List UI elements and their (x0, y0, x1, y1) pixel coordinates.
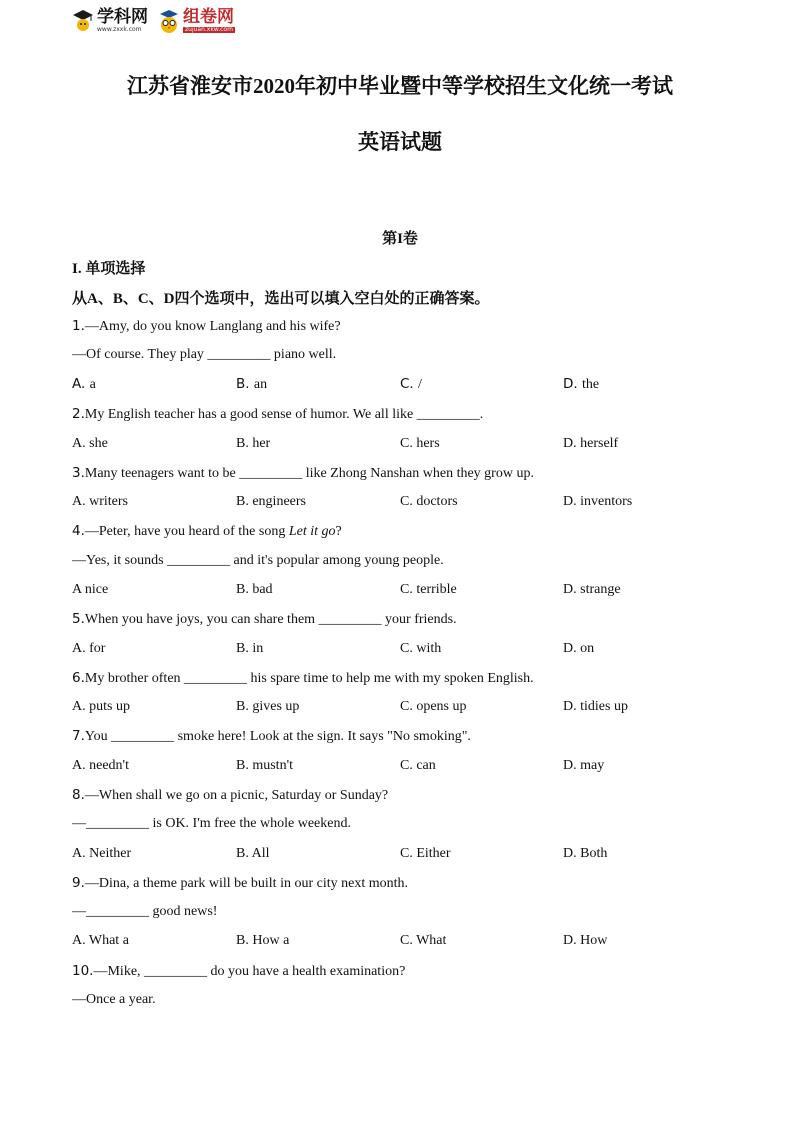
option-text: her (252, 436, 271, 451)
option-text: with (416, 641, 442, 656)
option-c (400, 436, 440, 452)
option-letter: D. (563, 699, 577, 714)
question-6 (72, 670, 534, 687)
logo2-name: 组卷网 (183, 7, 234, 27)
option-d (563, 758, 604, 774)
question-mark: ? (335, 524, 342, 539)
option-letter: B. (236, 758, 249, 773)
option-c (400, 641, 441, 657)
option-letter: A (72, 582, 82, 597)
option-b (236, 933, 289, 949)
option-letter: D. (563, 758, 577, 773)
question-text: —Dina, a theme park will be built in our city next month. (84, 876, 408, 891)
option-d (563, 436, 618, 452)
option-a (72, 582, 108, 598)
question-number: 1. (72, 318, 85, 334)
option-text: terrible (416, 582, 457, 597)
question-1 (72, 318, 341, 335)
question-2 (72, 406, 483, 423)
option-b (236, 699, 299, 715)
option-c (400, 758, 436, 774)
option-text: writers (89, 494, 129, 509)
option-text: opens up (416, 699, 467, 714)
option-letter: B. (236, 494, 249, 509)
option-d (563, 376, 599, 393)
option-b (236, 758, 293, 774)
question-1-response: —Of course. They play _________ piano well. (72, 347, 337, 362)
question-number: 5. (72, 611, 85, 627)
question-number: 3. (72, 465, 85, 481)
xuekewang-logo (72, 8, 148, 34)
option-letter: A. (72, 699, 86, 714)
song-title: Let it go (288, 524, 336, 539)
option-text: How (580, 933, 608, 948)
question-text: —Amy, do you know Langlang and his wife? (84, 319, 341, 334)
option-text: in (252, 641, 264, 656)
option-letter: D. (563, 436, 577, 451)
option-text: an (253, 377, 268, 392)
logo2-url: zujuan.xkw.com (185, 26, 233, 33)
option-letter: C. (400, 758, 413, 773)
option-b (236, 376, 267, 393)
option-letter: C. (400, 436, 413, 451)
option-letter: A. (72, 933, 86, 948)
option-text: / (418, 377, 422, 392)
part-label: 第I卷 (382, 231, 418, 247)
option-text: may (580, 758, 605, 773)
question-4-response: —Yes, it sounds _________ and it's popular among young people. (72, 553, 444, 568)
option-letter: C. (400, 376, 414, 392)
option-b (236, 494, 306, 510)
option-d (563, 582, 621, 598)
logo1-url: www.zxxk.com (97, 26, 142, 33)
option-text: puts up (89, 699, 130, 714)
option-text: a (89, 377, 96, 392)
option-letter: B. (236, 699, 249, 714)
option-letter: A. (72, 641, 86, 656)
option-text: How a (252, 933, 290, 948)
option-b (236, 641, 263, 657)
question-text: —Peter, have you heard of the song (84, 524, 289, 539)
option-d (563, 699, 628, 715)
option-letter: A. (72, 758, 86, 773)
option-text: Either (416, 846, 451, 861)
question-text: You _________ smoke here! Look at the sign. It says "No smoking". (84, 729, 471, 744)
question-number: 7. (72, 728, 85, 744)
option-letter: A. (72, 846, 86, 861)
option-text: herself (580, 436, 619, 451)
option-text: What a (88, 933, 129, 948)
option-b (236, 846, 269, 862)
option-text: hers (416, 436, 440, 451)
option-text: for (89, 641, 106, 656)
option-letter: C. (400, 933, 413, 948)
option-letter: B. (236, 933, 249, 948)
option-letter: D. (563, 494, 577, 509)
option-text: bad (252, 582, 273, 597)
question-9 (72, 875, 408, 892)
option-letter: A. (72, 436, 86, 451)
option-letter: A. (72, 376, 86, 392)
option-letter: B. (236, 436, 249, 451)
option-c (400, 582, 457, 598)
question-text: —Mike, _________ do you have a health examination? (93, 964, 406, 979)
option-d (563, 933, 607, 949)
question-number: 9. (72, 875, 85, 891)
option-b (236, 436, 270, 452)
instruction: 从A、B、C、D四个选项中，选出可以填入空白处的正确答案。 (72, 291, 490, 307)
option-text: engineers (252, 494, 306, 509)
option-text: strange (580, 582, 621, 597)
option-c (400, 846, 451, 862)
option-c (400, 933, 446, 949)
question-text: Many teenagers want to be _________ like Zhong Nanshan when they grow up. (84, 466, 534, 481)
option-text: What (416, 933, 447, 948)
option-letter: C. (400, 846, 413, 861)
option-letter: D. (563, 641, 577, 656)
question-text: —When shall we go on a picnic, Saturday or Sunday? (84, 788, 389, 803)
option-letter: D. (563, 376, 578, 392)
question-7 (72, 728, 471, 745)
option-d (563, 846, 607, 862)
option-text: the (581, 377, 600, 392)
exam-subtitle: 英语试题 (358, 130, 442, 154)
option-a (72, 699, 130, 715)
question-text: My brother often _________ his spare time to help me with my spoken English. (84, 671, 534, 686)
question-3 (72, 465, 534, 482)
section-heading: I. 单项选择 (72, 261, 146, 277)
option-a (72, 641, 105, 657)
option-text: Both (580, 846, 608, 861)
option-text: mustn't (252, 758, 293, 773)
question-4 (72, 523, 342, 540)
option-letter: B. (236, 376, 250, 392)
option-letter: B. (236, 641, 249, 656)
option-letter: C. (400, 494, 413, 509)
option-letter: C. (400, 582, 413, 597)
option-d (563, 494, 632, 510)
option-letter: D. (563, 846, 577, 861)
option-a (72, 758, 129, 774)
option-a (72, 436, 108, 452)
logo1-name: 学科网 (97, 7, 148, 27)
graduate-cap-icon (72, 8, 94, 34)
option-a (72, 846, 131, 862)
question-9-response: —_________ good news! (72, 904, 218, 919)
option-a (72, 933, 129, 949)
option-letter: D. (563, 933, 577, 948)
question-number: 4. (72, 523, 85, 539)
option-text: tidies up (580, 699, 628, 714)
question-10 (72, 963, 405, 980)
option-c (400, 699, 467, 715)
option-b (236, 582, 273, 598)
option-text: needn't (89, 758, 129, 773)
option-letter: B. (236, 582, 249, 597)
question-number: 6. (72, 670, 85, 686)
option-letter: C. (400, 699, 413, 714)
option-text: she (89, 436, 108, 451)
option-text: nice (84, 582, 109, 597)
option-text: can (416, 758, 436, 773)
option-c (400, 494, 458, 510)
zujuanwang-logo (158, 8, 235, 34)
option-text: gives up (252, 699, 300, 714)
question-8-response: —_________ is OK. I'm free the whole weekend. (72, 816, 351, 831)
question-number: 8. (72, 787, 85, 803)
header-logos (72, 8, 235, 34)
option-text: Neither (89, 846, 132, 861)
option-text: on (580, 641, 595, 656)
option-letter: D. (563, 582, 577, 597)
question-text: When you have joys, you can share them _________ your friends. (84, 612, 457, 627)
question-10-response: —Once a year. (72, 992, 156, 1007)
owl-icon (158, 8, 180, 34)
option-c (400, 376, 422, 393)
option-d (563, 641, 594, 657)
question-number: 10. (72, 963, 94, 979)
question-text: My English teacher has a good sense of humor. We all like _________. (84, 407, 484, 422)
question-5 (72, 611, 457, 628)
exam-title: 江苏省淮安市2020年初中毕业暨中等学校招生文化统一考试 (127, 74, 673, 98)
option-a (72, 494, 128, 510)
question-number: 2. (72, 406, 85, 422)
option-letter: A. (72, 494, 86, 509)
option-letter: C. (400, 641, 413, 656)
option-letter: B. (236, 846, 249, 861)
option-text: inventors (580, 494, 633, 509)
option-text: All (251, 846, 270, 861)
option-a (72, 376, 96, 393)
option-text: doctors (416, 494, 458, 509)
question-8 (72, 787, 388, 804)
